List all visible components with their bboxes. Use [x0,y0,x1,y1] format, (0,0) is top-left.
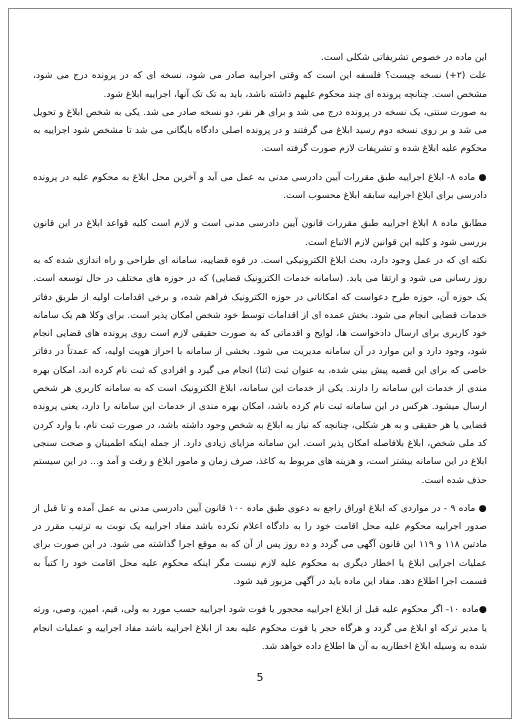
spacer [33,490,487,500]
paragraph-traditional-method: به صورت سنتی، یک نسخه در پرونده درج می شد و برای هر نفر، دو نسخه صادر می شد. یکی به شخص ابلاغ و تحویل می شد و بر روی نسخه دوم رسید ابلاغ می گرفتند و در پرونده اصلی دادگاه بایگانی می شد تا مشخص شود اجراییه به محکوم علیه ابلاغ شده و تشریفات لازم صورت گرفته است. [33,106,487,155]
document-page [8,8,512,719]
paragraph-article-8: ● ماده ۸- ابلاغ اجراییه طبق مقررات آیین دادرسی مدنی به عمل می آید و آخرین محل ابلاغ به محکوم علیه در پرونده دادرسی برای ابلاغ اجراییه سابقه ابلاغ محسوب است. [33,171,487,202]
spacer [33,159,487,169]
paragraph-intro: این ماده در خصوص تشریفاتی شکلی است. [321,52,487,63]
paragraph-article-9: ● ماده ۹ - در مواردی که ابلاغ اوراق راجع به دعوی طبق ماده ۱۰۰ قانون آیین دادرسی مدنی به عمل آمده و تا قبل از صدور اجراییه محکوم علیه محل اقامت خود را به دادگاه اعلام نکرده باشد مفاد اجراییه یک نوبت به ترتیب مقرر در مادتین ۱۱۸ و ۱۱۹ این قانون آگهی می گردد و ده روز پس از آن که به موقع اجرا گذاشته می شود. در این صورت برای عملیات اجرایی ابلاغ یا اخطار دیگری به محکوم علیه لازم نیست مگر اینکه محکوم علیه محل اقامت خود را کتباً به قسمت اجرا اطلاع دهد. مفاد این ماده باید در آگهی مزبور قید شود. [33,502,488,588]
paragraph-article-8-commentary: مطابق ماده ۸ ابلاغ اجراییه طبق مقررات قانون آیین دادرسی مدنی است و لازم است کلیه قواعد ابلاغ در این قانون بررسی شود و کلیه این قوانین لازم الاتباع است. [33,218,487,248]
paragraph-copies-reason: علت (۲+) نسخه چیست؟ فلسفه این است که وقتی اجراییه صادر می شود، نسخه ای که در پرونده درج می شود، مشخص است. چنانچه پرونده ای چند محکوم علیهم داشته باشد، باید به تک تک آنها، اجراییه ابلاغ شود. [33,70,487,100]
paragraph-electronic-notification: نکته ای که در عمل وجود دارد، بحث ابلاغ الکترونیکی است. در قوه قضاییه، سامانه ای طراحی و راه اندازی شده که به روز رسانی می شود و ارتقا می یابد. (سامانه خدمات الکترونیک قضایی) که در حوزه های مختلف در حال توسعه است. یک حوزه آن، حوزه طرح دعواست که امکاناتی در حوزه الکترونیک فراهم شده، و برخی اقدامات اولیه از طریق دفاتر خدمات قضایی انجام می شود. بخش عمده ای از اقدامات توسط خود شخص امکان پذیر است. برای وکلا هم یک سامانه خود کاربری برای ارسال دادخواست ها، لوایح و اقدماتی که به صورت حقیقی لازم است روی پرونده های قضایی انجام شود، وجود دارد و این موارد در آن سامانه مدیریت می شود. بخشی از سامانه با احراز هویت اولیه، که عمدتاً در دفاتر خاصی که برای این قضیه پیش بینی شده، به عنوان ثبت (ثنا) انجام می گیرد و افرادی که ثبت نام کرده اند، امکان بهره مندی از خدمات این سامانه را دارند. یکی از خدمات این سامانه، ابلاغ الکترونیک است که به سامانه کاربری هر شخص ارسال میشود. هرکس در این سامانه ثبت نام کرده باشد، امکان بهره مندی از خدمات این سامانه را دارد، یعنی پرونده قضایی یا هر حقیقی و به هر شکلی، چنانچه که نیاز به ابلاغ به شخص وجود داشته باشد، در صورت ثبت نام، با وارد کردن کد ملی شخص، ابلاغ بلافاصله امکان پذیر است. این سامانه مزایای زیادی دارد. از جمله اینکه اطمینان و صحت سنجی ابلاغ در این سامانه بیشتر است، و هزینه های مربوط به کاغذ، صرف زمان و مامور ابلاغ و رفت و آمد و... در این سیستم حذف شده است. [33,254,487,486]
spacer [33,205,487,215]
paragraph-article-10: ●ماده ۱۰- اگر محکوم علیه قبل از ابلاغ اجراییه محجور یا فوت شود اجراییه حسب مورد به ولی، قیم، امین، وصی، ورثه یا مدیر ترکه او ابلاغ می گردد و هرگاه حجر یا فوت محکوم علیه بعد از ابلاغ اجراییه باشد مفاد اجراییه و عملیات انجام شده به وسیله ابلاغ اخطاریه به آن ها اطلاع داده خواهد شد. [33,604,488,652]
page-number: 5 [256,671,264,684]
spacer [33,591,487,601]
page-body [33,49,487,656]
